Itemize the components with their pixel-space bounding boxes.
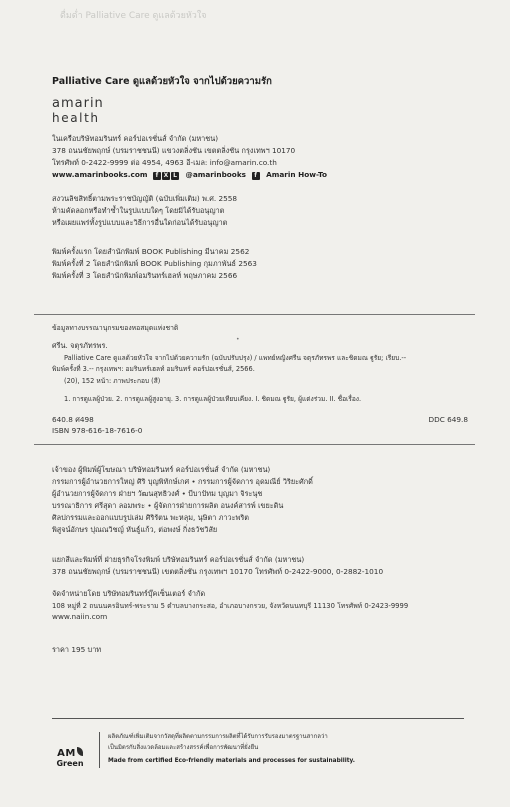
facebook-icon[interactable]: f — [252, 172, 260, 180]
social-page[interactable]: Amarin How-To — [266, 170, 327, 179]
divider-top — [34, 314, 475, 315]
cip-author: ศรีน. จตุรภัทรพร. — [52, 341, 108, 350]
printing-2: พิมพ์ครั้งที่ 2 โดยสำนักพิมพ์ BOOK Publishing กุมภาพันธ์ 2563 — [52, 259, 257, 268]
cip-description-3: (20), 152 หน้า: ภาพประกอบ (สี) — [64, 377, 161, 385]
am-green-logo — [50, 741, 90, 768]
leaf-icon — [77, 747, 83, 756]
cip-heading: ข้อมูลทางบรรณานุกรมของหอสมุดแห่งชาติ — [52, 324, 179, 332]
cip-ddc: DDC 649.8 — [428, 415, 468, 424]
speck: • — [236, 336, 240, 343]
printer-line-1: แยกสีและพิมพ์ที่ ฝ่ายธุรกิจโรงพิมพ์ บริษัทอมรินทร์ คอร์ปอเรชั่นส์ จำกัด (มหาชน) — [52, 555, 305, 564]
printing-3: พิมพ์ครั้งที่ 3 โดยสำนักพิมพ์อมรินทร์เฮลท์ พฤษภาคม 2566 — [52, 271, 238, 280]
price: ราคา 195 บาท — [52, 645, 102, 654]
publisher-line-2: 378 ถนนชัยพฤกษ์ (บรมราชชนนี) แขวงตลิ่งชัน เขตตลิ่งชัน กรุงเทพฯ 10170 — [52, 146, 296, 155]
bleed-through-text: ดื่มด่ำ Palliative Care ดูแลด้วยหัวใจ — [60, 11, 207, 21]
line-icon[interactable]: L — [171, 172, 179, 180]
facebook-icon[interactable]: f — [153, 172, 161, 180]
amarin-health-logo — [52, 97, 104, 125]
logo-line-2: health — [52, 111, 100, 125]
publisher-web-social — [52, 170, 327, 180]
footer-divider — [52, 718, 464, 719]
am-green-logo-green: Green — [56, 759, 84, 768]
cip-subjects: 1. การดูแลผู้ป่วย. 2. การดูแลผู้สูงอายุ. 3. การดูแลผู้ป่วยเทียบเคียง. I. ชิดมณ ฐูรัย, ผู้แต่งร่วม. II. ชื่อเรื่อง. — [64, 395, 362, 403]
credit-6: พิสูจน์อักษร ปุณณวิชญ์ หันธู์แก้ว, ต่อพงษ์ กิ่งธวัชวิสัย — [52, 525, 218, 534]
divider-bottom — [34, 444, 475, 445]
credit-4: บรรณาธิการ ศรีสุดา ลอมพระ • ผู้จัดการฝ่ายการผลิต อนงค์สารพ์ เขยะดิน — [52, 501, 284, 510]
footer-separator — [99, 732, 100, 768]
am-green-logo-am: AM — [57, 748, 76, 759]
publisher-line-1: ในเครือบริษัทอมรินทร์ คอร์ปอเรชั่นส์ จำกัด (มหาชน) — [52, 134, 219, 143]
copyright-line-3: หรือเผยแพร่ทั้งรูปแบบและวิธีการอื่นใดก่อนได้รับอนุญาต — [52, 218, 228, 227]
footer-thai-1: ผลิตภัณฑ์เพิ่มเติมจากวัสดุที่ผลิตตามกรรมการผลิตที่ได้รับการรับรองมาตรฐานสากลว่า — [108, 733, 328, 740]
printing-1: พิมพ์ครั้งแรก โดยสำนักพิมพ์ BOOK Publishing มีนาคม 2562 — [52, 247, 250, 256]
social-icons — [153, 170, 180, 180]
credit-5: ศิลปกรรมและออกแบบรูปเล่ม ศิริรัตน พะหลุม, นุษิตา ภาวะพริต — [52, 513, 250, 522]
cip-isbn: ISBN 978-616-18-7616-0 — [52, 426, 143, 435]
logo-line-1: amarin — [52, 96, 104, 111]
distributor-website[interactable]: www.naiin.com — [52, 612, 108, 621]
distributor-line-2: 108 หมู่ที่ 2 ถนนนครอินทร์-พระราม 5 ตำบลบางกระสอ, อำเภอบางกรวย, จังหวัดนนทบุรี 11130 โทรศัพท์ 0-2423-9999 — [52, 602, 409, 610]
distributor-line-1: จัดจำหน่ายโดย บริษัทอมรินทร์บุ๊คเซ็นเตอร์ จำกัด — [52, 589, 206, 598]
copyright-line-2: ห้ามคัดลอกหรือทำซ้ำในรูปแบบใดๆ โดยมิได้รับอนุญาต — [52, 206, 225, 215]
social-handle[interactable]: @amarinbooks — [185, 170, 247, 179]
publisher-line-3: โทรศัพท์ 0-2422-9999 ต่อ 4954, 4963 อี-เมล: info@amarin.co.th — [52, 158, 277, 167]
book-title: Palliative Care ดูแลด้วยหัวใจ จากไปด้วยความรัก — [52, 76, 272, 87]
x-icon[interactable]: X — [163, 172, 169, 179]
footer-english: Made from certified Eco-friendly materials and processes for sustainability. — [108, 758, 355, 764]
cip-class-number: 640.8 ศ498 — [52, 415, 94, 424]
copyright-line-1: สงวนลิขสิทธิ์ตามพระราชบัญญัติ (ฉบับเพิ่มเติม) พ.ศ. 2558 — [52, 194, 238, 203]
cip-description-1: Palliative Care ดูแลด้วยหัวใจ จากไปด้วยความรัก (ฉบับปรับปรุง) / แพทย์หญิงศรีน จตุรภัทรพร และชิดมณ ฐูรัย; เรียบ.-- — [64, 354, 407, 362]
credit-1: เจ้าของ ผู้พิมพ์ผู้โฆษณา บริษัทอมรินทร์ คอร์ปอเรชั่นส์ จำกัด (มหาชน) — [52, 465, 271, 474]
cip-description-2: พิมพ์ครั้งที่ 3.-- กรุงเทพฯ: อมรินทร์เฮลท์ อมรินทร์ คอร์ปอเรชั่นส์, 2566. — [52, 365, 255, 373]
credit-3: ผู้อำนวยการผู้จัดการ ฝ่ายฯ วัฒนสุทธิวงศ์ • บีบาปัทม บุญมา จิระนุช — [52, 489, 263, 498]
printer-line-2: 378 ถนนชัยพฤกษ์ (บรมราชชนนี) เขตตลิ่งชัน กรุงเทพฯ 10170 โทรศัพท์ 0-2422-9000, 0-2882-1010 — [52, 567, 384, 576]
credit-2: กรรมการผู้อำนวยการใหญ่ ศิริ บุญพิทักษ์เกศ • กรรมการผู้จัดการ อุดมณีย์ วิริยะศักดิ์ — [52, 477, 313, 486]
footer-thai-2: เป็นมิตรกับสิ่งแวดล้อมและสร้างสรรค์เพื่อการพัฒนาที่ยั่งยืน — [108, 744, 259, 751]
website-link[interactable]: www.amarinbooks.com — [52, 170, 148, 179]
